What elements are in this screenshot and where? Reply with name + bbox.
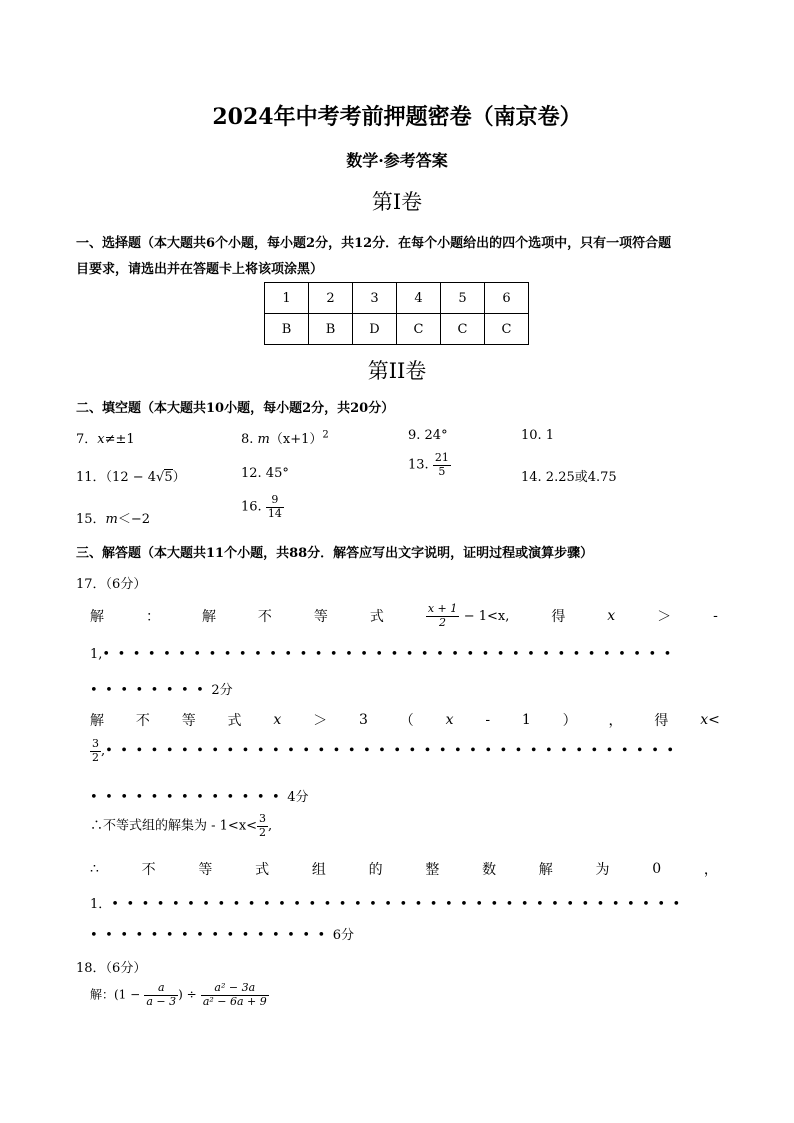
word: 解: [90, 713, 104, 729]
question-number-cell: 4: [397, 283, 441, 314]
question-17-line-2: [90, 647, 730, 662]
fraction-numerator: a² − 3a: [201, 982, 269, 996]
word: x: [607, 608, 616, 624]
question-17-line-5: [90, 738, 730, 764]
fraction-denominator: a − 3: [146, 994, 177, 1008]
answer-12: 12. 45°: [241, 466, 289, 481]
score: 6分: [332, 928, 354, 943]
word: 式: [227, 713, 242, 729]
fraction-three-halves: [90, 738, 101, 764]
question-number-cell: 6: [485, 283, 529, 314]
word: ：: [145, 609, 160, 625]
section-1-heading-line1: 一、选择题（本大题共6个小题，每小题2分，共12分．在每个小题给出的四个选项中，只有一项符合题: [76, 236, 672, 251]
fraction-numerator: x + 1: [427, 601, 458, 615]
word: 得: [654, 713, 669, 729]
inequality-rest: − 1<x,: [463, 609, 510, 624]
answer-15-number: 15．: [76, 512, 106, 527]
word: 组: [311, 862, 326, 878]
word: 为: [595, 862, 610, 878]
question-number-cell: 2: [309, 283, 353, 314]
dot-leader: •••••••••••••: [90, 790, 288, 805]
word: 不: [135, 713, 150, 729]
word: 不: [141, 862, 156, 878]
line-start: 1．: [90, 897, 112, 912]
question-18-title: 18．（6分）: [76, 961, 147, 976]
fraction-three-halves: [257, 813, 268, 839]
answer-11-radicand: 5: [164, 470, 173, 485]
comma: ,: [101, 743, 106, 759]
question-17-line-1: [90, 598, 718, 634]
page-subtitle: 数学·参考答案: [346, 151, 448, 170]
answer-7-var: x: [97, 432, 105, 447]
word: （: [399, 713, 414, 729]
answer-cell: C: [441, 314, 485, 345]
word: 数: [482, 862, 497, 878]
fraction-numerator: 3: [259, 812, 267, 825]
answer-16-fraction: [266, 494, 284, 520]
expression-fraction-1: [144, 982, 178, 1008]
word: x<: [700, 712, 720, 728]
answer-8-text: （x+1）: [269, 432, 323, 447]
question-number-cell: 5: [441, 283, 485, 314]
question-number-cell: 3: [353, 283, 397, 314]
word: 等: [313, 609, 328, 625]
word: x: [445, 712, 454, 728]
fraction-numerator: 21: [434, 451, 449, 464]
volume-1-heading: 第Ⅰ卷: [371, 190, 423, 214]
word: ）: [562, 713, 577, 729]
answer-11: [76, 466, 186, 485]
inequality-fraction: [426, 603, 459, 629]
answer-8-number: 8.: [241, 432, 254, 447]
solution-set-text: ∴不等式组的解集为 - 1<x<: [90, 818, 258, 834]
question-18-expression: [90, 982, 269, 1008]
word: 不: [257, 609, 272, 625]
dot-leader: ••••••••••••••••••••••••••••••••••••••: [111, 897, 688, 912]
answer-15: [76, 508, 150, 527]
word: ＞: [657, 609, 672, 625]
answer-cell: C: [397, 314, 441, 345]
section-3-heading: 三、解答题（本大题共11个小题，共88分．解答应写出文字说明，证明过程或演算步骤）: [76, 546, 594, 561]
word: 解: [90, 609, 104, 625]
fraction-denominator: 2: [259, 825, 267, 839]
fraction-denominator: 2: [92, 750, 99, 764]
answer-14: 14. 2.25或4.75: [521, 470, 617, 485]
expression-middle: ) ÷: [178, 987, 197, 1002]
question-number-cell: 1: [265, 283, 309, 314]
score: 4分: [287, 790, 309, 805]
question-17-line-4: [90, 709, 720, 731]
answer-8: [241, 428, 329, 447]
answer-10: 10. 1: [521, 428, 555, 443]
expression-fraction-2: [201, 982, 269, 1008]
answer-7-number: 7．: [76, 432, 98, 447]
question-17-line-8: [90, 859, 718, 879]
word: ，: [703, 862, 718, 878]
answer-cell: C: [485, 314, 529, 345]
word: 式: [255, 862, 270, 878]
word: 式: [369, 609, 384, 625]
fraction-denominator: 2: [439, 615, 447, 629]
word: 3: [358, 712, 368, 728]
expression-prefix: 解：(1 −: [90, 987, 141, 1002]
section-1-heading-line2: 目要求，请选出并在答题卡上将该项涂黑）: [76, 262, 324, 277]
fraction-numerator: 9: [266, 494, 284, 508]
answer-13: [408, 452, 451, 478]
score: 2分: [211, 683, 233, 698]
answer-15-text: ＜−2: [117, 512, 151, 527]
answer-13-fraction: [433, 452, 451, 478]
volume-2-heading: 第II卷: [367, 359, 427, 383]
line-start: 1,: [90, 647, 103, 662]
fraction-denominator: 5: [438, 464, 446, 478]
word: x: [273, 712, 282, 728]
comma: ,: [268, 818, 273, 834]
word: 的: [368, 862, 383, 878]
answer-15-var: m: [105, 512, 118, 527]
fraction-numerator: a: [144, 982, 178, 996]
word: 解: [538, 862, 553, 878]
dot-leader: ••••••••: [90, 683, 212, 698]
word: -: [713, 608, 718, 624]
word: ＞: [313, 713, 328, 729]
fraction-numerator: 3: [92, 738, 99, 750]
word: 等: [198, 862, 213, 878]
word: 整: [425, 862, 440, 878]
word: 1: [521, 712, 531, 728]
answer-cell: D: [353, 314, 397, 345]
answer-11-prefix: 11．（12 − 4: [76, 470, 157, 485]
answer-16: [241, 494, 284, 520]
answer-8-var: m: [257, 432, 270, 447]
word: 0: [652, 861, 662, 877]
word: 等: [181, 713, 196, 729]
question-17-title: 17．（6分）: [76, 577, 147, 592]
answer-11-suffix: ）: [172, 470, 186, 485]
inequality-expression: [426, 603, 510, 629]
word: ∴: [90, 861, 99, 877]
question-17-line-7: [90, 813, 272, 839]
question-17-line-9: [90, 893, 730, 912]
answer-table-answer-row: [265, 314, 529, 345]
answer-table-number-row: [265, 283, 529, 314]
answer-cell: B: [309, 314, 353, 345]
word: ，: [608, 713, 623, 729]
answer-7: [76, 428, 135, 447]
dot-leader: ••••••••••••••••••••••••••••••••••••••: [105, 743, 682, 759]
question-17-line-6: [90, 786, 308, 805]
question-17-line-10: [90, 924, 354, 943]
dot-leader: ••••••••••••••••: [90, 928, 333, 943]
word: 解: [201, 609, 216, 625]
question-17-line-3: [90, 679, 233, 698]
page-title: 2024年中考考前押题密卷（南京卷）: [212, 104, 582, 130]
answer-7-text: ≠±1: [104, 432, 135, 447]
section-2-heading: 二、填空题（本大题共10小题，每小题2分，共20分）: [76, 401, 395, 416]
answer-table: [264, 282, 529, 345]
sqrt-icon: √: [156, 470, 165, 485]
fraction-denominator: 14: [267, 506, 282, 520]
answer-9: 9. 24°: [408, 428, 448, 443]
fraction-denominator: a² − 6a + 9: [202, 994, 267, 1008]
word: 得: [551, 609, 566, 625]
answer-13-number: 13.: [408, 457, 429, 473]
answer-8-exponent: 2: [322, 429, 329, 441]
dot-leader: ••••••••••••••••••••••••••••••••••••••: [102, 647, 679, 662]
word: -: [485, 712, 491, 728]
answer-16-number: 16.: [241, 499, 262, 515]
answer-cell: B: [265, 314, 309, 345]
